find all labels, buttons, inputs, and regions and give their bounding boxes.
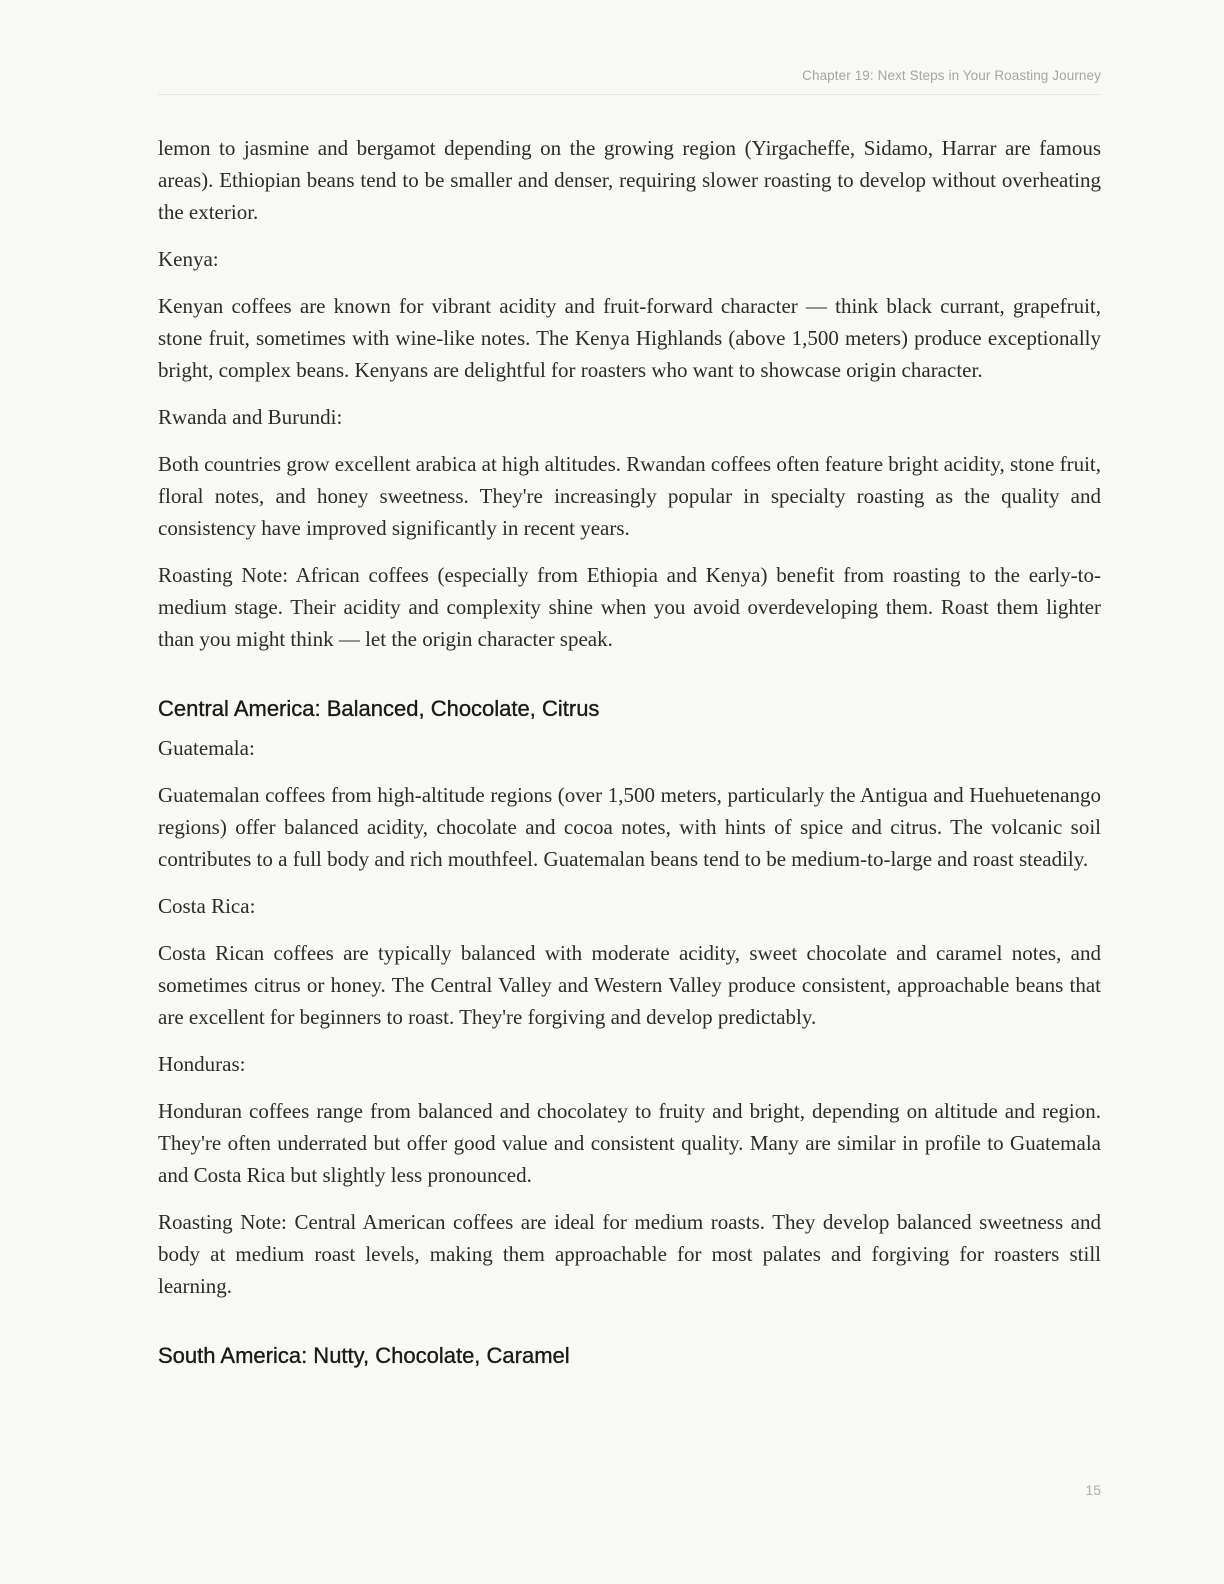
kenya-label: Kenya: bbox=[158, 247, 219, 271]
honduras-paragraph: Honduran coffees range from balanced and chocolatey to fruity and bright, depending on altitude and region. They're often underrated but offer good value and consistent quality. Many are similar in profile to Guatemala and Costa Rica but slightly less pronounced. bbox=[158, 1099, 1101, 1187]
central-america-heading: Central America: Balanced, Chocolate, Citrus bbox=[158, 696, 600, 721]
rwanda-burundi-label: Rwanda and Burundi: bbox=[158, 405, 343, 429]
document-page bbox=[158, 0, 1101, 1584]
south-america-heading: South America: Nutty, Chocolate, Caramel bbox=[158, 1343, 570, 1368]
header-divider bbox=[158, 94, 1101, 95]
running-header: Chapter 19: Next Steps in Your Roasting Journey bbox=[802, 68, 1101, 83]
costa-rica-label: Costa Rica: bbox=[158, 894, 256, 918]
honduras-label: Honduras: bbox=[158, 1052, 246, 1076]
page-number: 15 bbox=[1085, 1482, 1101, 1498]
kenya-paragraph: Kenyan coffees are known for vibrant acidity and fruit-forward character — think black currant, grapefruit, stone fruit, sometimes with wine-like notes. The Kenya Highlands (above 1,500 meters) produce exceptionally bright, complex beans. Kenyans are delightful for roasters who want to showcase origin character. bbox=[158, 294, 1101, 382]
africa-roasting-note: Roasting Note: African coffees (especially from Ethiopia and Kenya) benefit from roasting to the early-to-medium stage. Their acidity and complexity shine when you avoid overdeveloping them. Roast them lighter than you might think — let the origin character speak. bbox=[158, 563, 1101, 651]
guatemala-label: Guatemala: bbox=[158, 736, 255, 760]
rwanda-burundi-paragraph: Both countries grow excellent arabica at high altitudes. Rwandan coffees often feature bright acidity, stone fruit, floral notes, and honey sweetness. They're increasingly popular in specialty roasting as the quality and consistency have improved significantly in recent years. bbox=[158, 452, 1101, 540]
costa-rica-paragraph: Costa Rican coffees are typically balanced with moderate acidity, sweet chocolate and caramel notes, and sometimes citrus or honey. The Central Valley and Western Valley produce consistent, approachable beans that are excellent for beginners to roast. They're forgiving and develop predictably. bbox=[158, 941, 1101, 1029]
central-america-roasting-note: Roasting Note: Central American coffees are ideal for medium roasts. They develop balanced sweetness and body at medium roast levels, making them approachable for most palates and forgiving for roasters still learning. bbox=[158, 1210, 1101, 1298]
guatemala-paragraph: Guatemalan coffees from high-altitude regions (over 1,500 meters, particularly the Antigua and Huehuetenango regions) offer balanced acidity, chocolate and cocoa notes, with hints of spice and citrus. The volcanic soil contributes to a full body and rich mouthfeel. Guatemalan beans tend to be medium-to-large and roast steadily. bbox=[158, 783, 1101, 871]
page-body bbox=[158, 132, 1101, 1379]
intro-paragraph: lemon to jasmine and bergamot depending on the growing region (Yirgacheffe, Sidamo, Harrar are famous areas). Ethiopian beans tend to be smaller and denser, requiring slower roasting to develop without overheating the exterior. bbox=[158, 136, 1101, 224]
